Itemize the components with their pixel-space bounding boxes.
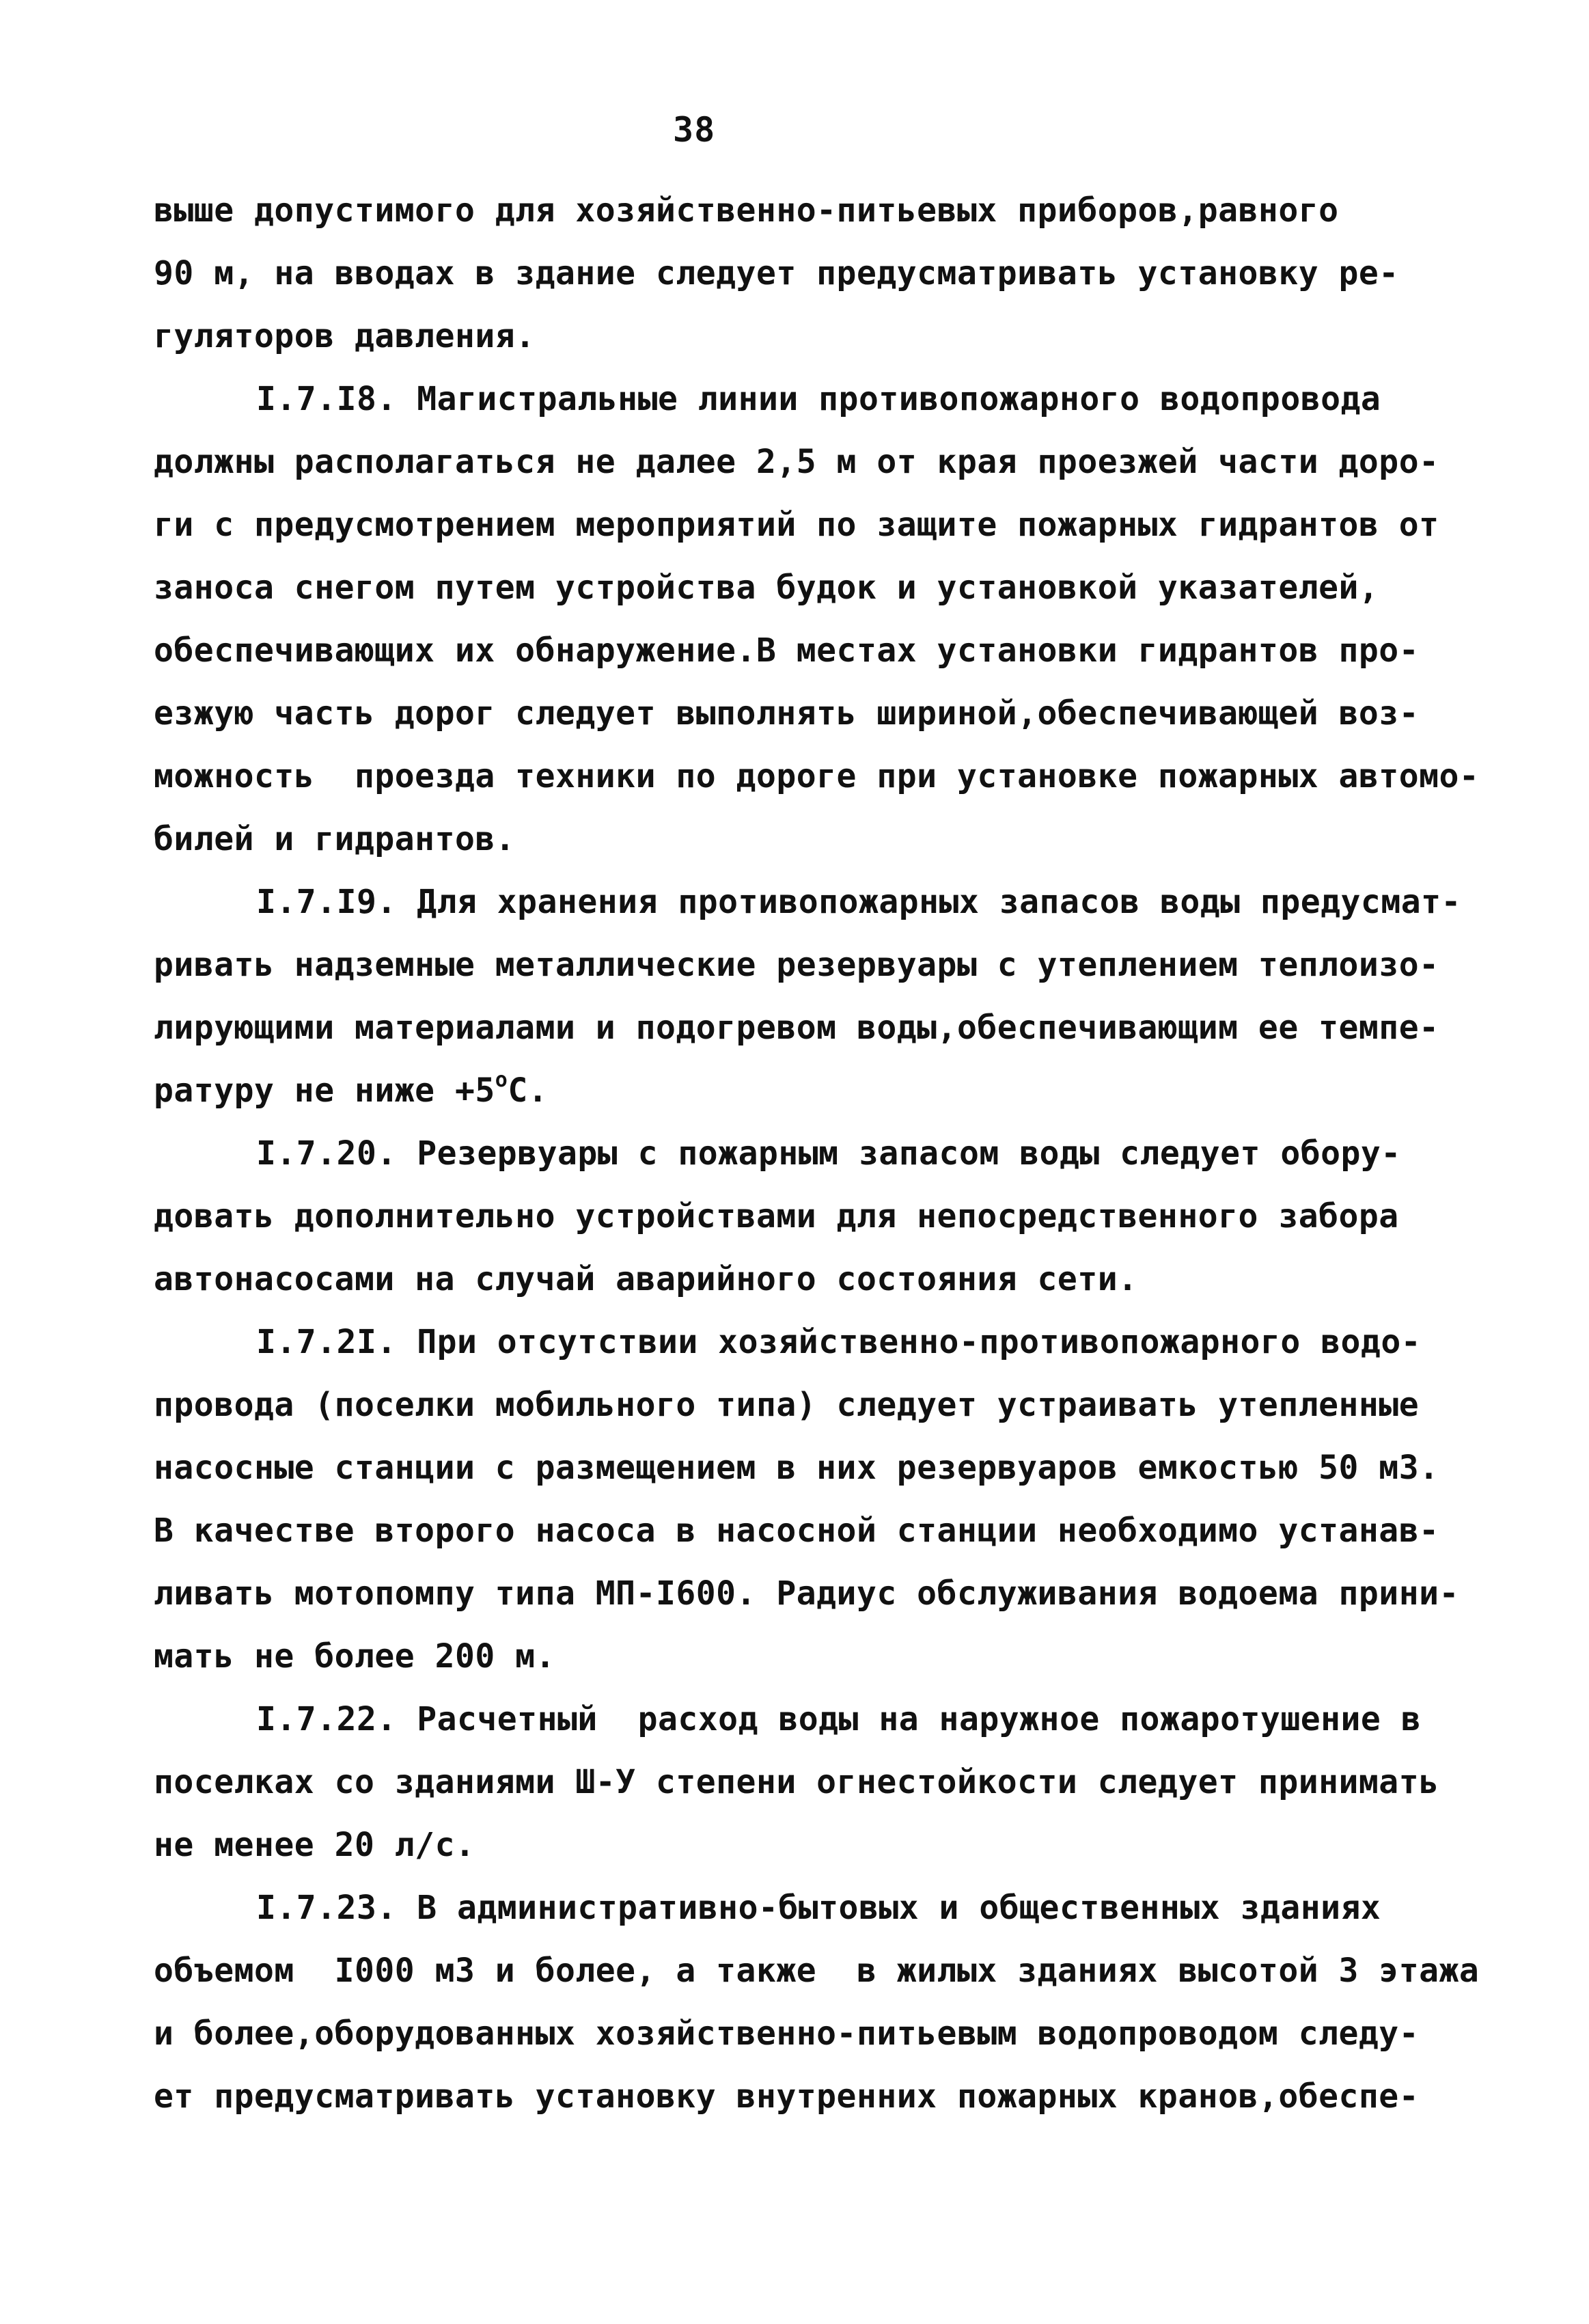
text-line: поселках со зданиями Ш-У степени огнестойкости следует принимать xyxy=(154,1763,1439,1801)
text-line: 90 м, на вводах в здание следует предусматривать установку ре- xyxy=(154,254,1399,292)
text-line: и более,оборудованных хозяйственно-питьевым водопроводом следу- xyxy=(154,2014,1420,2053)
paragraph-start-1-7-20: I.7.20. Резервуары с пожарным запасом воды следует обору- xyxy=(256,1134,1401,1173)
text-line: заноса снегом путем устройства будок и установкой указателей, xyxy=(154,569,1379,607)
text-line: мать не более 200 м. xyxy=(154,1637,555,1676)
text-line: В качестве второго насоса в насосной станции необходимо устанав- xyxy=(154,1512,1439,1550)
document-body xyxy=(154,179,1480,2128)
paragraph-start-1-7-19: I.7.I9. Для хранения противопожарных запасов воды предусмат- xyxy=(256,883,1461,921)
text-line: билей и гидрантов. xyxy=(154,820,516,858)
text-line: автонасосами на случай аварийного состояния сети. xyxy=(154,1260,1138,1298)
text-line: не менее 20 л/с. xyxy=(154,1826,475,1864)
text-line: ривать надземные металлические резервуары с утеплением теплоизо- xyxy=(154,946,1439,984)
paragraph-start-1-7-22: I.7.22. Расчетный расход воды на наружное пожаротушение в xyxy=(256,1700,1422,1738)
text-line: довать дополнительно устройствами для непосредственного забора xyxy=(154,1197,1399,1235)
text-line: гуляторов давления. xyxy=(154,317,536,355)
paragraph-start-1-7-23: I.7.23. В административно-бытовых и общественных зданиях xyxy=(256,1889,1381,1927)
text-line: провода (поселки мобильного типа) следует устраивать утепленные xyxy=(154,1386,1420,1424)
text-line: насосные станции с размещением в них резервуаров емкостью 50 м3. xyxy=(154,1449,1439,1487)
temperature-line xyxy=(154,1059,1465,1122)
text-line: выше допустимого для хозяйственно-питьевых приборов,равного xyxy=(154,191,1339,230)
text-line: ги с предусмотрением мероприятий по защите пожарных гидрантов от xyxy=(154,506,1439,544)
text-line: объемом I000 м3 и более, а также в жилых зданиях высотой 3 этажа xyxy=(154,1952,1480,1990)
text-line: должны располагаться не далее 2,5 м от края проезжей части доро- xyxy=(154,443,1439,481)
text-line: можность проезда техники по дороге при установке пожарных автомо- xyxy=(154,757,1480,795)
text-line: ет предусматривать установку внутренних пожарных кранов,обеспе- xyxy=(154,2077,1420,2116)
temperature-text: ратуру не ниже +5 xyxy=(154,1071,495,1110)
paragraph-start-1-7-21: I.7.2I. При отсутствии хозяйственно-противопожарного водо- xyxy=(256,1323,1422,1361)
paragraph-start-1-7-18: I.7.I8. Магистральные линии противопожарного водопровода xyxy=(256,380,1381,418)
text-line: обеспечивающих их обнаружение.В местах установки гидрантов про- xyxy=(154,631,1420,670)
text-line: езжую часть дорог следует выполнять шириной,обеспечивающей воз- xyxy=(154,694,1420,733)
temperature-unit: C. xyxy=(508,1071,549,1110)
text-line: лирующими материалами и подогревом воды,обеспечивающим ее темпе- xyxy=(154,1009,1439,1047)
degree-superscript: o xyxy=(495,1068,508,1092)
page-number: 38 xyxy=(673,110,716,150)
text-line: ливать мотопомпу типа МП-I600. Радиус обслуживания водоема прини- xyxy=(154,1574,1459,1613)
